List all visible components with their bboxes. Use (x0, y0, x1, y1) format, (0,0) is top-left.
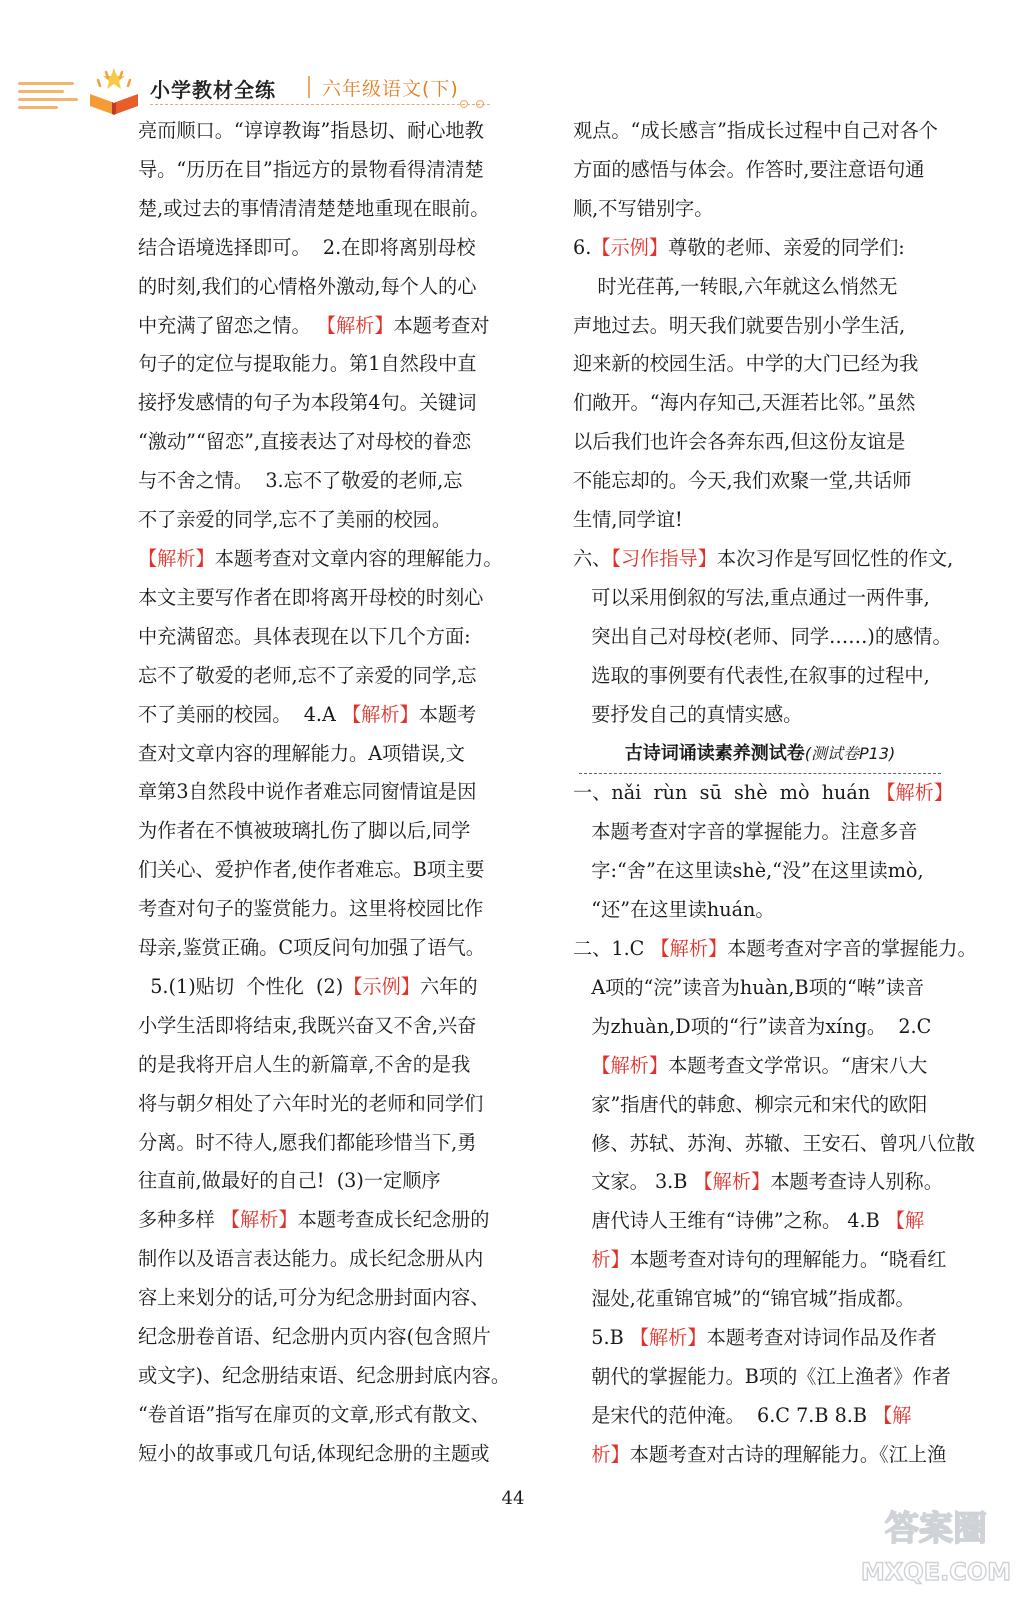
text-line: 容上来划分的话,可分为纪念册封面内容、 (138, 1286, 490, 1310)
watermark-logo (860, 1500, 1012, 1592)
text-line: 声地过去。明天我们就要告别小学生活, (573, 313, 906, 337)
text-line: 文家。 3.B 【解析】本题考查诗人别称。 (573, 1170, 943, 1194)
text-line: 多种多样 【解析】本题考查成长纪念册的 (138, 1208, 490, 1232)
text-line: 接抒发感情的句子为本段第4句。关键词 (138, 391, 477, 415)
text-line: 不能忘却的。今天,我们欢聚一堂,共话师 (573, 469, 912, 493)
right-column-part-a (573, 112, 954, 735)
text-line: 导。“历历在目”指远方的景物看得清清楚 (138, 157, 484, 181)
book-brand-title: 小学教材全练 (150, 78, 276, 102)
text-line: 章第3自然段中说作者难忘同窗情谊是因 (138, 780, 477, 804)
text-line: 选取的事例要有代表性,在叙事的过程中, (573, 663, 930, 687)
text-line: 与不舍之情。 3.忘不了敬爱的老师,忘 (138, 469, 463, 493)
text-line: 【解析】本题考查对文章内容的理解能力。 (138, 546, 503, 570)
page-number: 44 (501, 1488, 525, 1509)
text-line: 本文主要写作者在即将离开母校的时刻心 (138, 585, 484, 609)
text-line: 制作以及语言表达能力。成长纪念册从内 (138, 1247, 484, 1271)
grade-subject-label: 六年级语文(下) (322, 78, 459, 100)
text-line: 唐代诗人王维有“诗佛”之称。 4.B 【解 (573, 1209, 925, 1233)
right-column-part-b (573, 774, 977, 1474)
text-line: 为zhuàn,D项的“行”读音为xíng。 2.C (573, 1014, 932, 1038)
text-line: 时光荏苒,一转眼,六年就这么悄然无 (573, 274, 898, 298)
text-line: 忘不了敬爱的老师,忘不了亲爱的同学,忘 (138, 663, 477, 687)
text-line: 生情,同学谊! (573, 508, 683, 532)
text-line: 修、苏轼、苏洵、苏辙、王安石、曾巩八位散 (573, 1131, 976, 1155)
text-line: 查对文章内容的理解能力。A项错误,文 (138, 741, 465, 765)
section-subtitle: (测试卷P13) (804, 743, 896, 763)
section-heading (573, 735, 947, 774)
header-separator (308, 76, 310, 98)
text-line: “激动”“留恋”,直接表达了对母校的眷恋 (138, 430, 472, 454)
text-line: 中充满留恋。具体表现在以下几个方面: (138, 624, 471, 648)
header-decoration-lines (18, 82, 78, 114)
text-line: 楚,或过去的事情清清楚楚地重现在眼前。 (138, 196, 490, 220)
watermark-text-top: 答案圈 (885, 1509, 987, 1549)
watermark-text-bottom: MXQE.COM (860, 1558, 1012, 1586)
open-book-logo-icon (84, 64, 144, 116)
text-line: 的时刻,我们的心情格外激动,每个人的心 (138, 274, 477, 298)
text-line: 5.(1)贴切 个性化 (2)【示例】六年的 (138, 974, 478, 998)
text-line: 纪念册卷首语、纪念册内页内容(包含照片 (138, 1325, 491, 1349)
text-line: 们关心、爱护作者,使作者难忘。B项主要 (138, 858, 485, 882)
left-text-column (138, 112, 514, 1474)
text-line: 析】本题考查对诗句的理解能力。“晓看红 (591, 1248, 947, 1272)
text-line: 结合语境选择即可。 2.在即将离别母校 (138, 235, 476, 259)
text-line: 二、1.C 【解析】本题考查对字音的掌握能力。 (573, 937, 977, 961)
text-line: 往直前,做最好的自己! (3)一定顺序 (138, 1169, 441, 1193)
header-dot-icon (460, 100, 468, 108)
header-dot-icon (476, 100, 484, 108)
text-line: 或文字)、纪念册结束语、纪念册封底内容。 (138, 1364, 511, 1387)
page-header (18, 60, 498, 120)
text-line: 是宋代的范仲淹。 6.C 7.B 8.B 【解 (573, 1403, 912, 1427)
text-line: 要抒发自己的真情实感。 (573, 702, 803, 726)
text-line: 将与朝夕相处了六年时光的老师和同学们 (138, 1091, 484, 1115)
text-line: 小学生活即将结束,我既兴奋又不舍,兴奋 (138, 1013, 477, 1037)
text-line: 们敞开。“海内存知己,天涯若比邻。”虽然 (573, 391, 916, 415)
right-text-column (573, 112, 977, 1475)
text-line: 短小的故事或几句话,体现纪念册的主题或 (138, 1441, 490, 1465)
text-line: 中充满了留恋之情。 【解析】本题考查对 (138, 313, 490, 337)
text-line: 字:“舍”在这里读shè,“没”在这里读mò, (573, 859, 924, 883)
text-line: 析】本题考查对古诗的理解能力。《江上渔 (591, 1442, 947, 1466)
text-line: 以后我们也许会各奔东西,但这份友谊是 (573, 430, 906, 454)
text-line: “卷首语”指写在扉页的文章,形式有散文、 (138, 1402, 490, 1426)
text-line: 迎来新的校园生活。中学的大门已经为我 (573, 352, 919, 376)
text-line: 可以采用倒叙的写法,重点通过一两件事, (573, 585, 930, 609)
text-line: 观点。“成长感言”指成长过程中自己对各个 (573, 119, 938, 142)
text-line: 6.【示例】尊敬的老师、亲爱的同学们: (573, 235, 905, 259)
text-line: 突出自己对母校(老师、同学……)的感情。 (573, 624, 952, 648)
text-line: 母亲,鉴赏正确。C项反问句加强了语气。 (138, 936, 485, 960)
text-line: 亮而顺口。“谆谆教诲”指恳切、耐心地教 (138, 119, 484, 142)
text-line: 朝代的掌握能力。B项的《江上渔者》作者 (573, 1365, 951, 1388)
text-line: 5.B 【解析】本题考查对诗词作品及作者 (573, 1326, 937, 1350)
section-title: 古诗词诵读素养测试卷 (624, 742, 805, 764)
text-line: 的是我将开启人生的新篇章,不舍的是我 (138, 1052, 471, 1076)
header-underline (150, 104, 490, 106)
text-line: 方面的感悟与体会。作答时,要注意语句通 (573, 157, 925, 181)
text-line: 为作者在不慎被玻璃扎伤了脚以后,同学 (138, 819, 471, 843)
text-line: 【解析】本题考查文学常识。“唐宋八大 (591, 1053, 928, 1077)
text-line: 顺,不写错别字。 (573, 196, 714, 220)
text-line: 家”指唐代的韩愈、柳宗元和宋代的欧阳 (573, 1092, 928, 1116)
text-line: 不了亲爱的同学,忘不了美丽的校园。 (138, 508, 452, 532)
text-line: 本题考查对字音的掌握能力。注意多音 (573, 820, 918, 844)
text-line: 湿处,花重锦官城”的“锦官城”指成都。 (573, 1287, 915, 1311)
text-line: 不了美丽的校园。 4.A 【解析】本题考 (138, 702, 477, 726)
text-line: 一、nǎi rùn sū shè mò huán 【解析】 (573, 781, 954, 805)
text-line: 分离。时不待人,愿我们都能珍惜当下,勇 (138, 1130, 477, 1154)
text-line: A项的“浣”读音为huàn,B项的“啭”读音 (573, 975, 925, 999)
text-line: “还”在这里读huán。 (573, 898, 775, 922)
text-line: 考查对句子的鉴赏能力。这里将校园比作 (138, 897, 484, 921)
text-line: 句子的定位与提取能力。第1自然段中直 (138, 352, 477, 376)
text-line: 六、【习作指导】本次习作是写回忆性的作文, (573, 546, 954, 570)
